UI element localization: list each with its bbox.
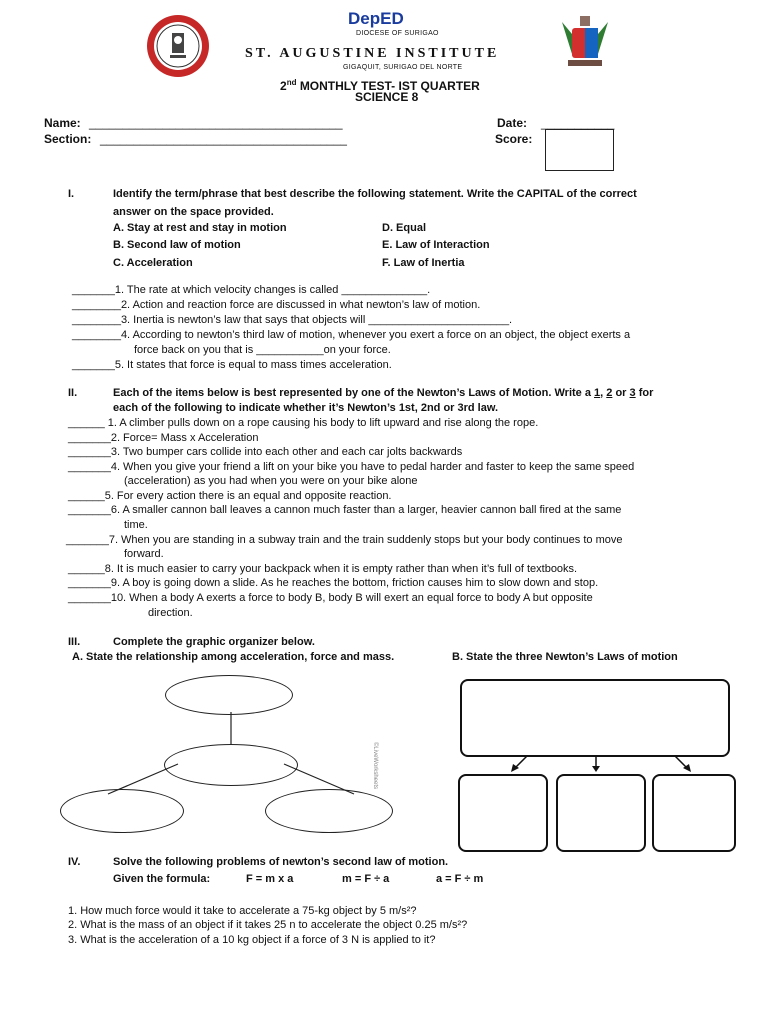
part1-item-4: ________4. According to newton’s third law of motion, whenever you exert a force on an object, the object exerts a [72, 329, 631, 341]
formula-force: F = m x a [246, 873, 294, 885]
part1-item-1: _______1. The rate at which velocity changes is called ______________. [72, 284, 431, 296]
organizer-a-center-oval[interactable] [164, 744, 298, 786]
problem-2: 2. What is the mass of an object if it takes 25 n to accelerate the object 0.25 m/s²? [68, 919, 468, 931]
part2-item-9: _______9. A boy is going down a slide. As he reaches the bottom, friction causes him to slow down and stop. [68, 577, 599, 589]
deped-logo-text: DepED [348, 9, 404, 28]
test-title: 2nd MONTHLY TEST- IST QUARTER [280, 78, 480, 93]
coat-of-arms-logo [556, 14, 614, 70]
part2-item-4: _______4. When you give your friend a lift on your bike you have to pedal harder and faster to keep the same speed [68, 461, 635, 473]
organizer-b-box-3[interactable] [652, 774, 736, 852]
organizer-b-box-2[interactable] [556, 774, 646, 852]
choice-e: E. Law of Interaction [382, 239, 490, 251]
part2-item-5: ______5. For every action there is an equal and opposite reaction. [68, 490, 392, 502]
organizer-b-box-1[interactable] [458, 774, 548, 852]
section-field[interactable]: _____________________________________ [100, 132, 347, 146]
part2-item-4-cont: (acceleration) as you had when you were on your bike alone [124, 475, 418, 487]
part2-item-1: ______ 1. A climber pulls down on a rope causing his body to lift upward and rise along the rope. [68, 417, 539, 429]
choice-d: D. Equal [382, 222, 427, 234]
part1-item-4-cont: force back on you that is ___________on your force. [134, 344, 391, 356]
choice-c: C. Acceleration [113, 257, 193, 269]
section-label: Section: [44, 132, 92, 146]
watermark: ©LiveWorksheets [372, 742, 378, 789]
part1-instruction-2: answer on the space provided. [113, 206, 274, 218]
part3-instruction: Complete the graphic organizer below. [113, 636, 315, 648]
school-name: ST. AUGUSTINE INSTITUTE [245, 46, 500, 61]
deped-logo [348, 9, 404, 29]
choice-a: A. Stay at rest and stay in motion [113, 222, 287, 234]
school-seal-logo [145, 13, 211, 79]
part2-item-7-cont: forward. [124, 548, 164, 560]
name-label: Name: [44, 116, 81, 130]
part3-b-label: B. State the three Newton’s Laws of motion [452, 651, 678, 663]
subject-title: SCIENCE 8 [355, 90, 419, 104]
organizer-a [60, 672, 402, 842]
formula-acceleration: a = F ÷ m [436, 873, 484, 885]
part2-item-6: _______6. A smaller cannon ball leaves a cannon much faster than a larger, heavier cannon ball fired at the same [68, 504, 622, 516]
score-label: Score: [495, 132, 533, 146]
part4-instruction: Solve the following problems of newton’s second law of motion. [113, 856, 449, 868]
problem-3: 3. What is the acceleration of a 10 kg object if a force of 3 N is applied to it? [68, 934, 436, 946]
part1-numeral: I. [68, 188, 75, 200]
date-field[interactable]: ___________ [541, 116, 615, 130]
part2-item-6-cont: time. [124, 519, 148, 531]
part4-numeral: IV. [68, 856, 81, 868]
part2-item-8: ______8. It is much easier to carry your backpack when it is empty rather than when it’s full of textbooks. [68, 563, 578, 575]
organizer-a-left-oval[interactable] [60, 789, 184, 833]
part3-a-label: A. State the relationship among acceleration, force and mass. [72, 651, 395, 663]
part1-item-3: ________3. Inertia is newton’s law that says that objects will _______________________. [72, 314, 513, 326]
name-field[interactable]: ______________________________________ [89, 116, 343, 130]
school-address: GIGAQUIT, SURIGAO DEL NORTE [343, 64, 463, 71]
part2-item-3: _______3. Two bumper cars collide into each other and each car jolts backwards [68, 446, 463, 458]
organizer-b [455, 676, 735, 852]
part1-item-2: ________2. Action and reaction force are discussed in what newton’s law of motion. [72, 299, 481, 311]
part1-item-5: _______5. It states that force is equal to mass times acceleration. [72, 359, 392, 371]
problem-1: 1. How much force would it take to accelerate a 75-kg object by 5 m/s²? [68, 905, 417, 917]
diocese-text: DIOCESE OF SURIGAO [356, 30, 439, 37]
organizer-a-right-oval[interactable] [265, 789, 393, 833]
given-formula-label: Given the formula: [113, 873, 211, 885]
choice-b: B. Second law of motion [113, 239, 241, 251]
choice-f: F. Law of Inertia [382, 257, 465, 269]
organizer-b-main-box[interactable] [460, 679, 730, 757]
part2-instruction: Each of the items below is best represented by one of the Newton’s Laws of Motion. Write a 1, 2 or 3 for [113, 387, 654, 399]
part2-item-10-cont: direction. [148, 607, 193, 619]
organizer-a-top-oval[interactable] [165, 675, 293, 715]
part2-item-2: _______2. Force= Mass x Acceleration [68, 432, 259, 444]
part2-numeral: II. [68, 387, 78, 399]
part2-instruction-2: each of the following to indicate whether it’s Newton’s 1st, 2nd or 3rd law. [113, 402, 499, 414]
part2-item-7: _______7. When you are standing in a subway train and the train suddenly stops but your body continues to move [66, 534, 623, 546]
score-box[interactable] [545, 129, 614, 171]
part3-numeral: III. [68, 636, 81, 648]
part1-instruction: Identify the term/phrase that best describe the following statement. Write the CAPITAL of the correct [113, 188, 637, 200]
part2-item-10: _______10. When a body A exerts a force to body B, body B will exert an equal force to body A but opposite [68, 592, 593, 604]
formula-mass: m = F ÷ a [342, 873, 390, 885]
date-label: Date: [497, 116, 528, 130]
